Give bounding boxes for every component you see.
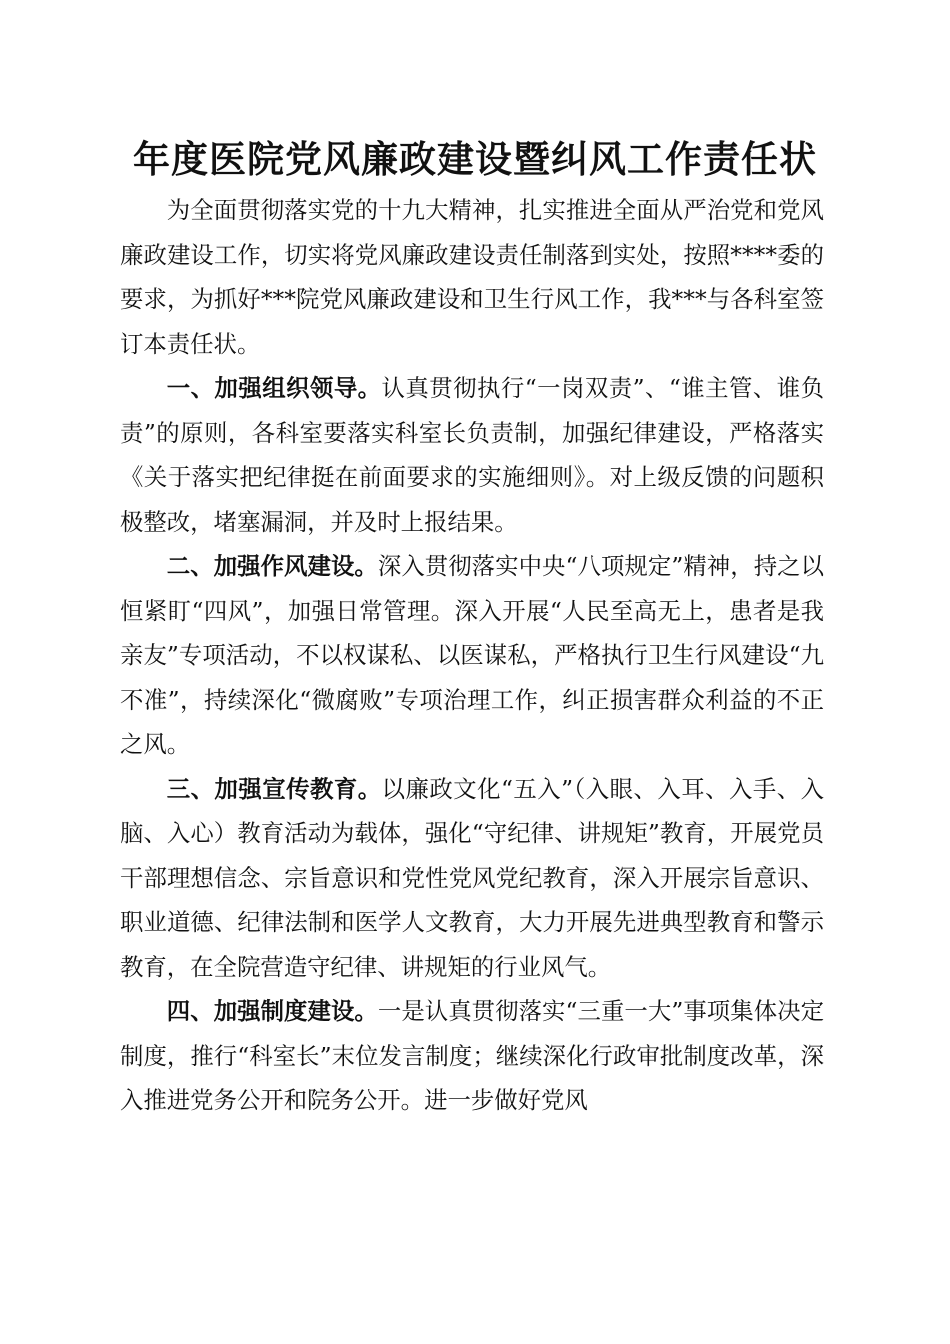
document-body — [120, 188, 824, 1123]
section-text-4: 一是认真贯彻落实“三重一大”事项集体决定制度，推行“科室长”末位发言制度；继续深化行政审批制度改革，深入推进党务公开和院务公开。进一步做好党风 — [120, 997, 824, 1114]
section-text-1: 认真贯彻执行“一岗双责”、“谁主管、谁负责”的原则，各科室要落实科室长负责制，加强纪律建设，严格落实《关于落实把纪律挺在前面要求的实施细则》。对上级反馈的问题积极整改，堵塞漏洞，并及时上报结果。 — [120, 374, 824, 536]
section-paragraph-1 — [120, 366, 824, 544]
document-title: 年度医院党风廉政建设暨纠风工作责任状 — [133, 137, 817, 181]
section-paragraph-2 — [120, 544, 824, 767]
section-heading-4: 四、加强制度建设。 — [166, 997, 378, 1025]
section-heading-2: 二、加强作风建设。 — [166, 552, 378, 580]
intro-paragraph: 为全面贯彻落实党的十九大精神，扎实推进全面从严治党和党风廉政建设工作，切实将党风廉政建设责任制落到实处，按照****委的要求，为抓好***院党风廉政建设和卫生行风工作，我***与各科室签订本责任状。 — [120, 196, 824, 358]
section-heading-3: 三、加强宣传教育。 — [166, 774, 382, 803]
section-paragraph-4 — [120, 989, 824, 1123]
section-paragraph-3 — [120, 767, 824, 990]
section-text-3: 以廉政文化“五入”（入眼、入耳、入手、入脑、入心）教育活动为载体，强化“守纪律、讲规矩”教育，开展党员干部理想信念、宗旨意识和党性党风党纪教育，深入开展宗旨意识、职业道德、纪律法制和医学人文教育，大力开展先进典型教育和警示教育，在全院营造守纪律、讲规矩的行业风气。 — [120, 774, 825, 981]
section-heading-1: 一、加强组织领导。 — [166, 374, 382, 402]
section-text-2: 深入贯彻落实中央“八项规定”精神，持之以恒紧盯“四风”，加强日常管理。深入开展“人民至高无上，患者是我亲友”专项活动，不以权谋私、以医谋私，严格执行卫生行风建设“九不准”，持续深化“微腐败”专项治理工作，纠正损害群众利益的不正之风。 — [120, 552, 824, 758]
